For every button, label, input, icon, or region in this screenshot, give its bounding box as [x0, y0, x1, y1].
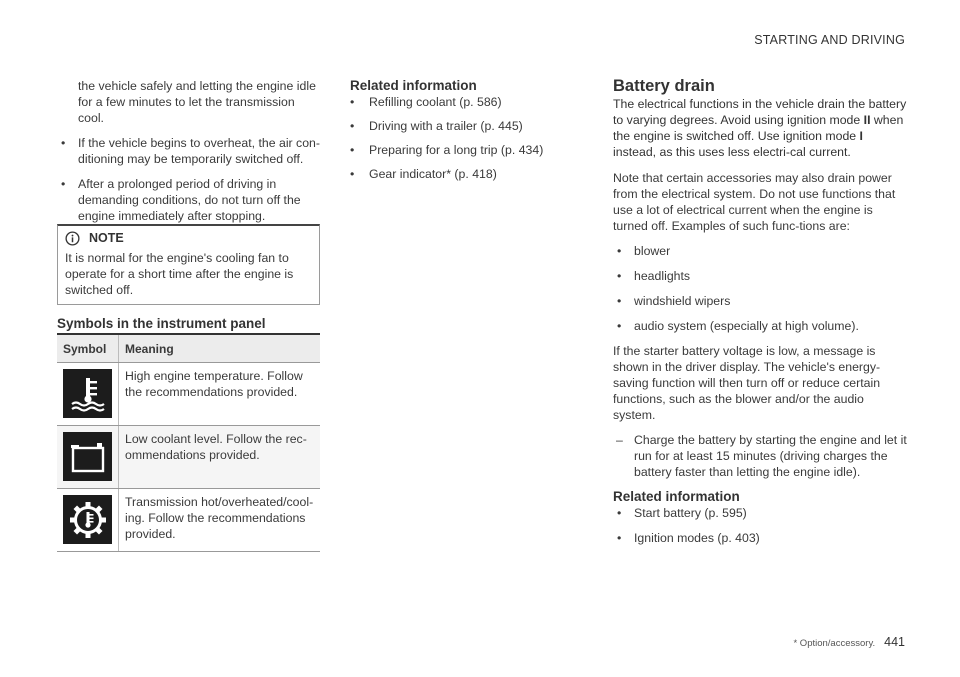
list-item-text: windshield wipers: [634, 294, 731, 308]
related-link-text[interactable]: Gear indicator* (p. 418): [369, 167, 497, 181]
continued-text: the vehicle safely and letting the engine idle for a few minutes to let the transmission cool.: [78, 79, 316, 125]
related-link-text[interactable]: Ignition modes (p. 403): [634, 531, 760, 545]
related-link[interactable]: [350, 166, 586, 182]
related-link[interactable]: [350, 142, 586, 158]
symbols-table: [57, 333, 320, 552]
related-link[interactable]: [350, 94, 586, 110]
column-header-meaning: Meaning: [119, 334, 321, 363]
list-item-text: audio system (especially at high volume).: [634, 319, 859, 333]
related-heading: Related information: [350, 78, 477, 93]
table-row: [57, 363, 320, 426]
running-header: STARTING AND DRIVING: [754, 33, 905, 47]
bullet-glyph: •: [617, 244, 622, 258]
engine-temperature-icon: [63, 369, 112, 418]
column-header-symbol: Symbol: [57, 334, 119, 363]
meaning-cell: Low coolant level. Follow the rec-ommendations provided.: [119, 426, 321, 489]
list-item: [613, 268, 908, 284]
list-item-text: If the vehicle begins to overheat, the air con-ditioning may be temporarily switched off.: [78, 136, 320, 166]
related-link-text[interactable]: Driving with a trailer (p. 445): [369, 119, 523, 133]
list-item-text: blower: [634, 244, 671, 258]
intro-text: instead, as this uses less electri-cal current.: [613, 145, 851, 159]
related-link-text[interactable]: Preparing for a long trip (p. 434): [369, 143, 544, 157]
bullet-glyph: •: [617, 506, 622, 520]
step-dash: –: [616, 433, 623, 447]
instruction-step: [613, 432, 908, 480]
table-row: [57, 489, 320, 552]
page-footer: [793, 634, 905, 652]
meaning-cell: High engine temperature. Follow the recommendations provided.: [119, 363, 321, 426]
list-item: [613, 243, 908, 259]
related-heading: Related information: [613, 489, 740, 504]
related-link-text[interactable]: Start battery (p. 595): [634, 506, 747, 520]
list-item-text: After a prolonged period of driving in demanding conditions, do not turn off the engine immediately after stopping.: [78, 177, 301, 223]
related-link-text[interactable]: Refilling coolant (p. 586): [369, 95, 502, 109]
paragraph: If the starter battery voltage is low, a message is shown in the driver display. The vehicle's energy-saving function will then turn off or reduce certain functions, such as the blower and/or the audio system.: [613, 344, 881, 422]
transmission-temperature-icon: [63, 495, 112, 544]
bullet-glyph: •: [617, 294, 622, 308]
table-header-row: [57, 334, 320, 363]
symbols-heading: Symbols in the instrument panel: [57, 316, 266, 331]
symbol-cell: [57, 489, 119, 552]
column-right: [613, 78, 908, 555]
bullet-glyph: •: [617, 319, 622, 333]
intro-text: when the engine is switched off. Use ignition mode: [613, 113, 904, 143]
related-link[interactable]: [613, 530, 908, 546]
paragraph: Note that certain accessories may also drain power from the electrical system. Do not use functions that use a lot of electrical current when the engine is turned off. Examples of such func-tions are:: [613, 171, 896, 233]
step-text: Charge the battery by starting the engine and let it run for at least 15 minutes (driving charges the battery faster than letting the engine idle).: [634, 433, 907, 479]
related-link[interactable]: [613, 505, 908, 521]
page-number: 441: [884, 635, 905, 649]
intro-text: The electrical functions in the vehicle drain the battery to varying degrees. Avoid using ignition mode: [613, 97, 907, 127]
ignition-mode-label: II: [863, 113, 871, 127]
section-title: Battery drain: [613, 77, 715, 95]
meaning-cell: Transmission hot/overheated/cool-ing. Follow the recommendations provided.: [119, 489, 321, 552]
column-left: [57, 78, 320, 233]
related-link[interactable]: [350, 118, 586, 134]
list-item: [613, 318, 908, 334]
symbol-cell: [57, 363, 119, 426]
list-item: [613, 293, 908, 309]
list-item: [57, 135, 320, 167]
bullet-glyph: •: [61, 136, 66, 150]
bullet-glyph: •: [617, 531, 622, 545]
list-item-text: headlights: [634, 269, 691, 283]
bullet-glyph: •: [350, 119, 355, 133]
bullet-glyph: •: [61, 177, 66, 191]
coolant-level-icon: [63, 432, 112, 481]
note-title: NOTE: [89, 231, 124, 245]
list-item: [57, 176, 320, 224]
table-row: [57, 426, 320, 489]
info-icon: [65, 231, 80, 246]
note-box: [57, 224, 320, 305]
note-header: [58, 226, 319, 250]
column-middle: [350, 78, 586, 190]
bullet-glyph: •: [617, 269, 622, 283]
bullet-glyph: •: [350, 143, 355, 157]
note-text: It is normal for the engine's cooling fan to operate for a short time after the engine is switched off.: [65, 251, 294, 297]
symbol-cell: [57, 426, 119, 489]
intro-paragraph: [613, 96, 908, 160]
bullet-glyph: •: [350, 167, 355, 181]
bullet-glyph: •: [350, 95, 355, 109]
footnote: * Option/accessory.: [793, 638, 876, 649]
ignition-mode-label: I: [859, 129, 863, 143]
